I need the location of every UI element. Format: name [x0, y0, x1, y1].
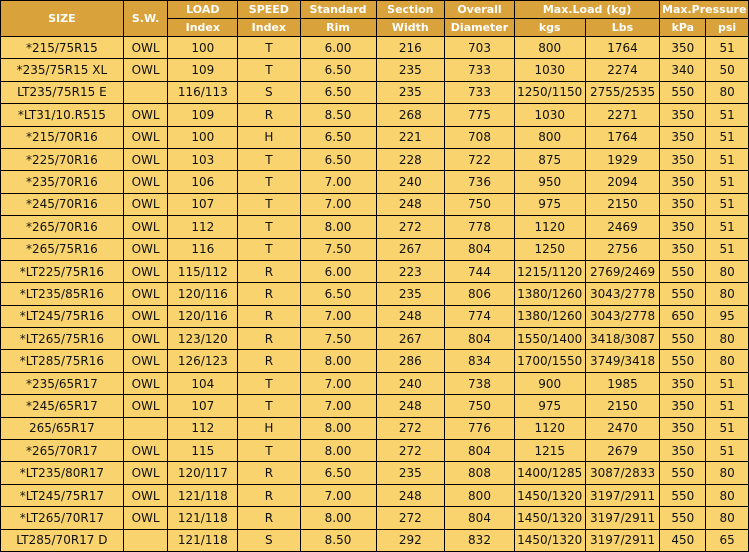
cell-load-index: 120/116 — [168, 283, 238, 305]
cell-section-width: 268 — [376, 104, 445, 126]
cell-max-load-kgs: 1380/1260 — [514, 283, 585, 305]
cell-size: *LT235/85R16 — [1, 283, 124, 305]
cell-load-index: 100 — [168, 126, 238, 148]
cell-standard-rim: 8.00 — [300, 507, 376, 529]
cell-standard-rim: 8.00 — [300, 417, 376, 439]
cell-overall-diameter: 708 — [445, 126, 515, 148]
cell-max-pressure-kpa: 350 — [660, 193, 706, 215]
cell-max-load-kgs: 950 — [514, 171, 585, 193]
cell-overall-diameter: 703 — [445, 37, 515, 59]
cell-max-load-kgs: 875 — [514, 148, 585, 170]
table-body — [1, 37, 749, 552]
cell-speed-index: R — [238, 260, 300, 282]
cell-max-load-lbs: 3749/3418 — [585, 350, 660, 372]
cell-max-load-lbs: 1985 — [585, 372, 660, 394]
cell-speed-index: R — [238, 350, 300, 372]
cell-sidewall: OWL — [123, 440, 168, 462]
cell-overall-diameter: 834 — [445, 350, 515, 372]
cell-overall-diameter: 738 — [445, 372, 515, 394]
cell-speed-index: T — [238, 148, 300, 170]
cell-load-index: 104 — [168, 372, 238, 394]
cell-standard-rim: 6.50 — [300, 59, 376, 81]
cell-max-load-kgs: 1250/1150 — [514, 81, 585, 103]
cell-size: *245/70R16 — [1, 193, 124, 215]
cell-speed-index: T — [238, 216, 300, 238]
table-row — [1, 148, 749, 170]
cell-speed-index: T — [238, 440, 300, 462]
cell-sidewall: OWL — [123, 395, 168, 417]
cell-max-pressure-kpa: 350 — [660, 216, 706, 238]
cell-section-width: 228 — [376, 148, 445, 170]
cell-speed-index: T — [238, 193, 300, 215]
cell-max-pressure-kpa: 650 — [660, 305, 706, 327]
cell-standard-rim: 8.00 — [300, 440, 376, 462]
cell-max-load-lbs: 2769/2469 — [585, 260, 660, 282]
cell-max-pressure-kpa: 350 — [660, 417, 706, 439]
cell-max-load-lbs: 3043/2778 — [585, 305, 660, 327]
table-row — [1, 216, 749, 238]
cell-overall-diameter: 832 — [445, 529, 515, 551]
table-row — [1, 507, 749, 529]
cell-load-index: 115/112 — [168, 260, 238, 282]
cell-standard-rim: 6.50 — [300, 81, 376, 103]
cell-sidewall — [123, 417, 168, 439]
cell-size: *265/70R16 — [1, 216, 124, 238]
cell-size: *LT225/75R16 — [1, 260, 124, 282]
table-row — [1, 283, 749, 305]
header-size: SIZE — [1, 1, 124, 37]
cell-standard-rim: 6.50 — [300, 462, 376, 484]
cell-standard-rim: 7.00 — [300, 193, 376, 215]
cell-max-load-lbs: 2469 — [585, 216, 660, 238]
cell-section-width: 240 — [376, 372, 445, 394]
table-row — [1, 37, 749, 59]
cell-size: LT235/75R15 E — [1, 81, 124, 103]
cell-sidewall: OWL — [123, 328, 168, 350]
cell-max-pressure-kpa: 550 — [660, 283, 706, 305]
cell-speed-index: R — [238, 507, 300, 529]
cell-load-index: 116/113 — [168, 81, 238, 103]
header-load-index-bottom: Index — [168, 19, 238, 37]
cell-max-pressure-psi: 80 — [706, 260, 749, 282]
cell-max-pressure-psi: 80 — [706, 350, 749, 372]
cell-overall-diameter: 774 — [445, 305, 515, 327]
cell-size: *265/70R17 — [1, 440, 124, 462]
cell-sidewall: OWL — [123, 283, 168, 305]
cell-max-load-lbs: 2755/2535 — [585, 81, 660, 103]
header-psi: psi — [706, 19, 749, 37]
cell-load-index: 121/118 — [168, 507, 238, 529]
cell-max-pressure-kpa: 350 — [660, 238, 706, 260]
cell-speed-index: R — [238, 305, 300, 327]
cell-max-load-kgs: 800 — [514, 126, 585, 148]
cell-overall-diameter: 808 — [445, 462, 515, 484]
header-max-pressure: Max.Pressure — [660, 1, 749, 19]
cell-sidewall — [123, 529, 168, 551]
cell-section-width: 248 — [376, 193, 445, 215]
cell-size: *235/75R15 XL — [1, 59, 124, 81]
cell-size: 265/65R17 — [1, 417, 124, 439]
cell-sidewall — [123, 81, 168, 103]
cell-max-load-kgs: 1380/1260 — [514, 305, 585, 327]
cell-max-pressure-psi: 51 — [706, 238, 749, 260]
cell-max-load-lbs: 3197/2911 — [585, 507, 660, 529]
cell-max-pressure-kpa: 550 — [660, 462, 706, 484]
cell-standard-rim: 8.00 — [300, 216, 376, 238]
cell-max-pressure-psi: 51 — [706, 440, 749, 462]
cell-max-load-lbs: 1764 — [585, 37, 660, 59]
cell-load-index: 120/116 — [168, 305, 238, 327]
cell-standard-rim: 6.50 — [300, 148, 376, 170]
cell-max-load-lbs: 2679 — [585, 440, 660, 462]
cell-speed-index: R — [238, 283, 300, 305]
cell-overall-diameter: 804 — [445, 507, 515, 529]
cell-standard-rim: 7.50 — [300, 238, 376, 260]
cell-sidewall: OWL — [123, 104, 168, 126]
cell-max-pressure-kpa: 550 — [660, 507, 706, 529]
cell-sidewall: OWL — [123, 148, 168, 170]
cell-sidewall: OWL — [123, 484, 168, 506]
cell-max-pressure-psi: 80 — [706, 484, 749, 506]
cell-max-load-lbs: 3043/2778 — [585, 283, 660, 305]
cell-max-pressure-psi: 80 — [706, 283, 749, 305]
cell-speed-index: T — [238, 37, 300, 59]
cell-max-pressure-kpa: 450 — [660, 529, 706, 551]
cell-section-width: 240 — [376, 171, 445, 193]
cell-max-load-lbs: 2150 — [585, 193, 660, 215]
cell-sidewall: OWL — [123, 260, 168, 282]
cell-overall-diameter: 804 — [445, 440, 515, 462]
cell-load-index: 120/117 — [168, 462, 238, 484]
cell-section-width: 272 — [376, 440, 445, 462]
cell-sidewall: OWL — [123, 216, 168, 238]
cell-load-index: 116 — [168, 238, 238, 260]
header-load-index-top: LOAD — [168, 1, 238, 19]
cell-speed-index: S — [238, 81, 300, 103]
cell-load-index: 103 — [168, 148, 238, 170]
cell-max-pressure-psi: 51 — [706, 104, 749, 126]
cell-sidewall: OWL — [123, 126, 168, 148]
table-row — [1, 126, 749, 148]
cell-standard-rim: 6.00 — [300, 260, 376, 282]
table-row — [1, 238, 749, 260]
cell-max-pressure-psi: 80 — [706, 81, 749, 103]
cell-load-index: 107 — [168, 395, 238, 417]
cell-section-width: 235 — [376, 283, 445, 305]
cell-load-index: 106 — [168, 171, 238, 193]
cell-max-pressure-kpa: 550 — [660, 81, 706, 103]
cell-overall-diameter: 800 — [445, 484, 515, 506]
table-row — [1, 440, 749, 462]
cell-load-index: 112 — [168, 216, 238, 238]
cell-max-pressure-kpa: 550 — [660, 484, 706, 506]
cell-max-pressure-kpa: 350 — [660, 395, 706, 417]
table-row — [1, 529, 749, 551]
cell-size: LT285/70R17 D — [1, 529, 124, 551]
cell-sidewall: OWL — [123, 59, 168, 81]
cell-section-width: 235 — [376, 462, 445, 484]
cell-max-load-kgs: 1030 — [514, 59, 585, 81]
cell-max-pressure-psi: 80 — [706, 328, 749, 350]
cell-max-load-kgs: 1030 — [514, 104, 585, 126]
table-row — [1, 372, 749, 394]
cell-max-load-kgs: 975 — [514, 395, 585, 417]
cell-standard-rim: 7.00 — [300, 484, 376, 506]
cell-load-index: 112 — [168, 417, 238, 439]
cell-section-width: 267 — [376, 238, 445, 260]
cell-size: *215/75R15 — [1, 37, 124, 59]
cell-standard-rim: 8.00 — [300, 350, 376, 372]
cell-section-width: 248 — [376, 395, 445, 417]
cell-max-load-kgs: 800 — [514, 37, 585, 59]
cell-section-width: 248 — [376, 484, 445, 506]
cell-max-load-lbs: 2271 — [585, 104, 660, 126]
cell-max-load-lbs: 2756 — [585, 238, 660, 260]
cell-overall-diameter: 776 — [445, 417, 515, 439]
table-row — [1, 59, 749, 81]
cell-sidewall: OWL — [123, 462, 168, 484]
table-row — [1, 305, 749, 327]
cell-max-load-kgs: 1215 — [514, 440, 585, 462]
cell-standard-rim: 7.00 — [300, 305, 376, 327]
cell-max-load-kgs: 1120 — [514, 216, 585, 238]
cell-load-index: 109 — [168, 104, 238, 126]
cell-overall-diameter: 775 — [445, 104, 515, 126]
table-row — [1, 328, 749, 350]
cell-size: *245/65R17 — [1, 395, 124, 417]
cell-size: *LT245/75R17 — [1, 484, 124, 506]
cell-max-load-lbs: 3197/2911 — [585, 484, 660, 506]
header-section-width-top: Section — [376, 1, 445, 19]
cell-max-pressure-psi: 51 — [706, 126, 749, 148]
table-row — [1, 81, 749, 103]
header-speed-index-top: SPEED — [238, 1, 300, 19]
cell-speed-index: T — [238, 372, 300, 394]
cell-max-pressure-kpa: 350 — [660, 171, 706, 193]
cell-load-index: 121/118 — [168, 484, 238, 506]
cell-section-width: 292 — [376, 529, 445, 551]
cell-size: *225/70R16 — [1, 148, 124, 170]
cell-standard-rim: 6.50 — [300, 283, 376, 305]
cell-speed-index: T — [238, 395, 300, 417]
cell-max-load-kgs: 1250 — [514, 238, 585, 260]
cell-overall-diameter: 733 — [445, 81, 515, 103]
cell-sidewall: OWL — [123, 305, 168, 327]
cell-sidewall: OWL — [123, 238, 168, 260]
cell-standard-rim: 6.00 — [300, 37, 376, 59]
header-sidewall: S.W. — [123, 1, 168, 37]
cell-max-pressure-psi: 51 — [706, 37, 749, 59]
cell-max-pressure-psi: 50 — [706, 59, 749, 81]
cell-max-pressure-kpa: 550 — [660, 350, 706, 372]
cell-size: *LT235/80R17 — [1, 462, 124, 484]
cell-max-load-kgs: 1450/1320 — [514, 529, 585, 551]
cell-max-pressure-psi: 51 — [706, 216, 749, 238]
cell-speed-index: T — [238, 238, 300, 260]
cell-max-pressure-psi: 65 — [706, 529, 749, 551]
cell-section-width: 216 — [376, 37, 445, 59]
cell-overall-diameter: 736 — [445, 171, 515, 193]
cell-sidewall: OWL — [123, 171, 168, 193]
cell-max-load-lbs: 3197/2911 — [585, 529, 660, 551]
cell-max-load-kgs: 975 — [514, 193, 585, 215]
header-standard-rim-top: Standard — [300, 1, 376, 19]
cell-max-load-lbs: 3418/3087 — [585, 328, 660, 350]
cell-speed-index: R — [238, 104, 300, 126]
cell-sidewall: OWL — [123, 193, 168, 215]
header-section-width-bottom: Width — [376, 19, 445, 37]
cell-load-index: 115 — [168, 440, 238, 462]
header-standard-rim-bottom: Rim — [300, 19, 376, 37]
cell-max-pressure-psi: 80 — [706, 462, 749, 484]
header-kpa: kPa — [660, 19, 706, 37]
cell-section-width: 272 — [376, 216, 445, 238]
header-overall-diameter-bottom: Diameter — [445, 19, 515, 37]
cell-max-load-kgs: 1450/1320 — [514, 484, 585, 506]
cell-section-width: 221 — [376, 126, 445, 148]
table-row — [1, 417, 749, 439]
cell-standard-rim: 6.50 — [300, 126, 376, 148]
cell-max-pressure-kpa: 550 — [660, 260, 706, 282]
cell-max-pressure-kpa: 350 — [660, 440, 706, 462]
cell-overall-diameter: 750 — [445, 193, 515, 215]
cell-max-load-kgs: 1400/1285 — [514, 462, 585, 484]
cell-load-index: 107 — [168, 193, 238, 215]
cell-section-width: 223 — [376, 260, 445, 282]
cell-max-load-kgs: 900 — [514, 372, 585, 394]
cell-max-pressure-psi: 80 — [706, 507, 749, 529]
cell-load-index: 121/118 — [168, 529, 238, 551]
cell-max-load-lbs: 3087/2833 — [585, 462, 660, 484]
table-row — [1, 484, 749, 506]
cell-size: *LT265/70R17 — [1, 507, 124, 529]
cell-load-index: 126/123 — [168, 350, 238, 372]
cell-speed-index: R — [238, 462, 300, 484]
cell-overall-diameter: 750 — [445, 395, 515, 417]
cell-max-load-lbs: 2470 — [585, 417, 660, 439]
cell-standard-rim: 8.50 — [300, 529, 376, 551]
cell-speed-index: T — [238, 171, 300, 193]
cell-section-width: 248 — [376, 305, 445, 327]
cell-size: *LT285/75R16 — [1, 350, 124, 372]
cell-overall-diameter: 778 — [445, 216, 515, 238]
cell-max-load-lbs: 2274 — [585, 59, 660, 81]
cell-standard-rim: 8.50 — [300, 104, 376, 126]
cell-max-load-lbs: 2150 — [585, 395, 660, 417]
cell-max-pressure-psi: 51 — [706, 193, 749, 215]
cell-section-width: 286 — [376, 350, 445, 372]
cell-standard-rim: 7.00 — [300, 372, 376, 394]
cell-max-load-lbs: 1929 — [585, 148, 660, 170]
cell-max-load-kgs: 1120 — [514, 417, 585, 439]
cell-max-pressure-psi: 51 — [706, 148, 749, 170]
table-row — [1, 171, 749, 193]
cell-standard-rim: 7.00 — [300, 171, 376, 193]
cell-sidewall: OWL — [123, 350, 168, 372]
cell-sidewall: OWL — [123, 37, 168, 59]
cell-speed-index: S — [238, 529, 300, 551]
table-row — [1, 350, 749, 372]
cell-max-load-kgs: 1450/1320 — [514, 507, 585, 529]
cell-sidewall: OWL — [123, 372, 168, 394]
cell-max-pressure-psi: 51 — [706, 171, 749, 193]
header-speed-index-bottom: Index — [238, 19, 300, 37]
cell-max-pressure-psi: 95 — [706, 305, 749, 327]
cell-standard-rim: 7.00 — [300, 395, 376, 417]
cell-size: *215/70R16 — [1, 126, 124, 148]
table-row — [1, 260, 749, 282]
cell-sidewall: OWL — [123, 507, 168, 529]
header-overall-diameter-top: Overall — [445, 1, 515, 19]
cell-max-pressure-kpa: 350 — [660, 372, 706, 394]
table-row — [1, 462, 749, 484]
cell-max-pressure-kpa: 350 — [660, 148, 706, 170]
cell-section-width: 272 — [376, 507, 445, 529]
cell-size: *235/65R17 — [1, 372, 124, 394]
cell-standard-rim: 7.50 — [300, 328, 376, 350]
cell-size: *235/70R16 — [1, 171, 124, 193]
cell-overall-diameter: 806 — [445, 283, 515, 305]
cell-size: *LT265/75R16 — [1, 328, 124, 350]
cell-speed-index: T — [238, 59, 300, 81]
header-kgs: kgs — [514, 19, 585, 37]
cell-overall-diameter: 804 — [445, 238, 515, 260]
table-row — [1, 104, 749, 126]
cell-size: *265/75R16 — [1, 238, 124, 260]
cell-size: *LT31/10.R515 — [1, 104, 124, 126]
cell-max-load-lbs: 2094 — [585, 171, 660, 193]
cell-load-index: 123/120 — [168, 328, 238, 350]
cell-size: *LT245/75R16 — [1, 305, 124, 327]
cell-speed-index: H — [238, 126, 300, 148]
cell-max-pressure-kpa: 350 — [660, 104, 706, 126]
cell-max-pressure-kpa: 550 — [660, 328, 706, 350]
cell-section-width: 235 — [376, 81, 445, 103]
cell-overall-diameter: 722 — [445, 148, 515, 170]
cell-max-pressure-kpa: 350 — [660, 37, 706, 59]
table-row — [1, 395, 749, 417]
cell-max-pressure-kpa: 350 — [660, 126, 706, 148]
cell-section-width: 267 — [376, 328, 445, 350]
table-row — [1, 193, 749, 215]
header-max-load: Max.Load (kg) — [514, 1, 660, 19]
cell-max-pressure-psi: 51 — [706, 417, 749, 439]
cell-max-pressure-kpa: 340 — [660, 59, 706, 81]
header-lbs: Lbs — [585, 19, 660, 37]
cell-max-pressure-psi: 51 — [706, 372, 749, 394]
cell-load-index: 109 — [168, 59, 238, 81]
cell-speed-index: R — [238, 328, 300, 350]
cell-overall-diameter: 804 — [445, 328, 515, 350]
cell-max-load-kgs: 1700/1550 — [514, 350, 585, 372]
cell-max-pressure-psi: 51 — [706, 395, 749, 417]
cell-speed-index: R — [238, 484, 300, 506]
cell-section-width: 235 — [376, 59, 445, 81]
cell-max-load-kgs: 1550/1400 — [514, 328, 585, 350]
cell-overall-diameter: 733 — [445, 59, 515, 81]
cell-max-load-kgs: 1215/1120 — [514, 260, 585, 282]
cell-max-load-lbs: 1764 — [585, 126, 660, 148]
cell-overall-diameter: 744 — [445, 260, 515, 282]
table-header — [1, 1, 749, 37]
cell-load-index: 100 — [168, 37, 238, 59]
cell-speed-index: H — [238, 417, 300, 439]
cell-section-width: 272 — [376, 417, 445, 439]
